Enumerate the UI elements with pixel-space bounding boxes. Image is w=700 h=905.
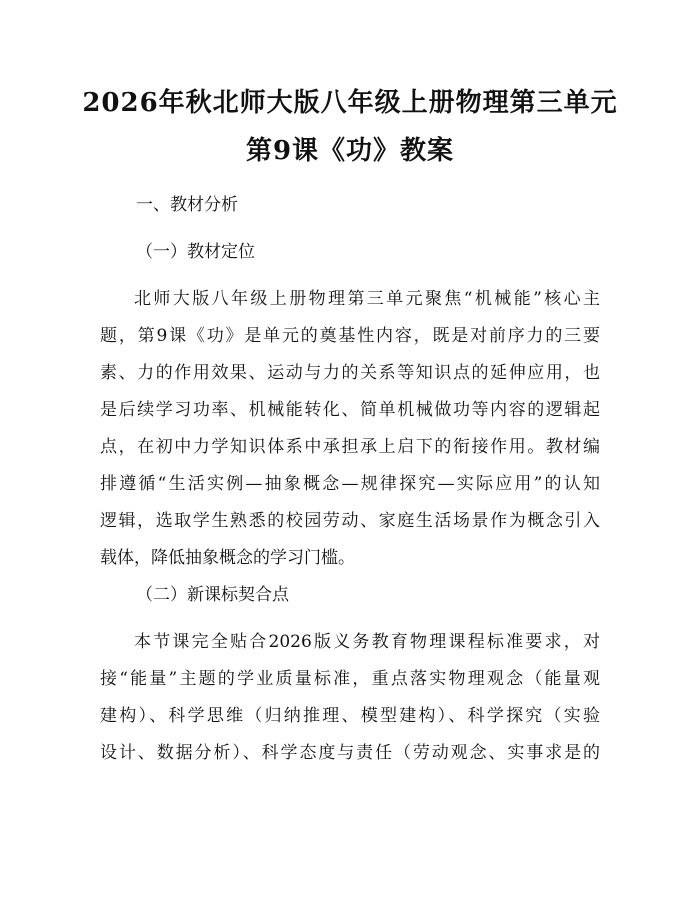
paragraph-line: 载体，降低抽象概念的学习门槛。 [100,548,355,568]
paragraph-line: 题，第9课《功》是单元的奠基性内容，既是对前序力的三要 [100,326,600,346]
document-title-line-2: 第9课《功》教案 [245,136,455,166]
paragraph-line: 北师大版八年级上册物理第三单元聚焦“机械能”核心主 [134,289,600,309]
paragraph-line: 逻辑，选取学生熟悉的校园劳动、家庭生活场景作为概念引入 [100,511,600,531]
paragraph-line: 建构）、科学思维（归纳推理、模型建构）、科学探究（实验 [100,706,600,726]
paragraph-line: 是后续学习功率、机械能转化、简单机械做功等内容的逻辑起 [100,400,600,420]
paragraph-line: 本节课完全贴合2026版义务教育物理课程标准要求，对 [134,632,600,652]
paragraph-textbook-position [100,287,600,568]
paragraph-line: 设计、数据分析）、科学态度与责任（劳动观念、实事求是的 [100,743,600,763]
paragraph-curriculum-alignment [100,630,600,770]
paragraph-line: 素、力的作用效果、运动与力的关系等知识点的延伸应用，也 [100,363,600,383]
document-title-line-1: 2026年秋北师大版八年级上册物理第三单元 [82,88,618,118]
paragraph-line: 接“能量”主题的学业质量标准，重点落实物理观念（能量观 [100,669,600,689]
subsection-heading-curriculum-alignment: （二）新课标契合点 [136,585,289,605]
subsection-heading-textbook-position: （一）教材定位 [136,242,255,262]
paragraph-line: 排遵循“生活实例—抽象概念—规律探究—实际应用”的认知 [100,474,600,494]
section-heading-textbook-analysis: 一、教材分析 [136,195,238,215]
paragraph-line: 点，在初中力学知识体系中承担承上启下的衔接作用。教材编 [100,437,600,457]
